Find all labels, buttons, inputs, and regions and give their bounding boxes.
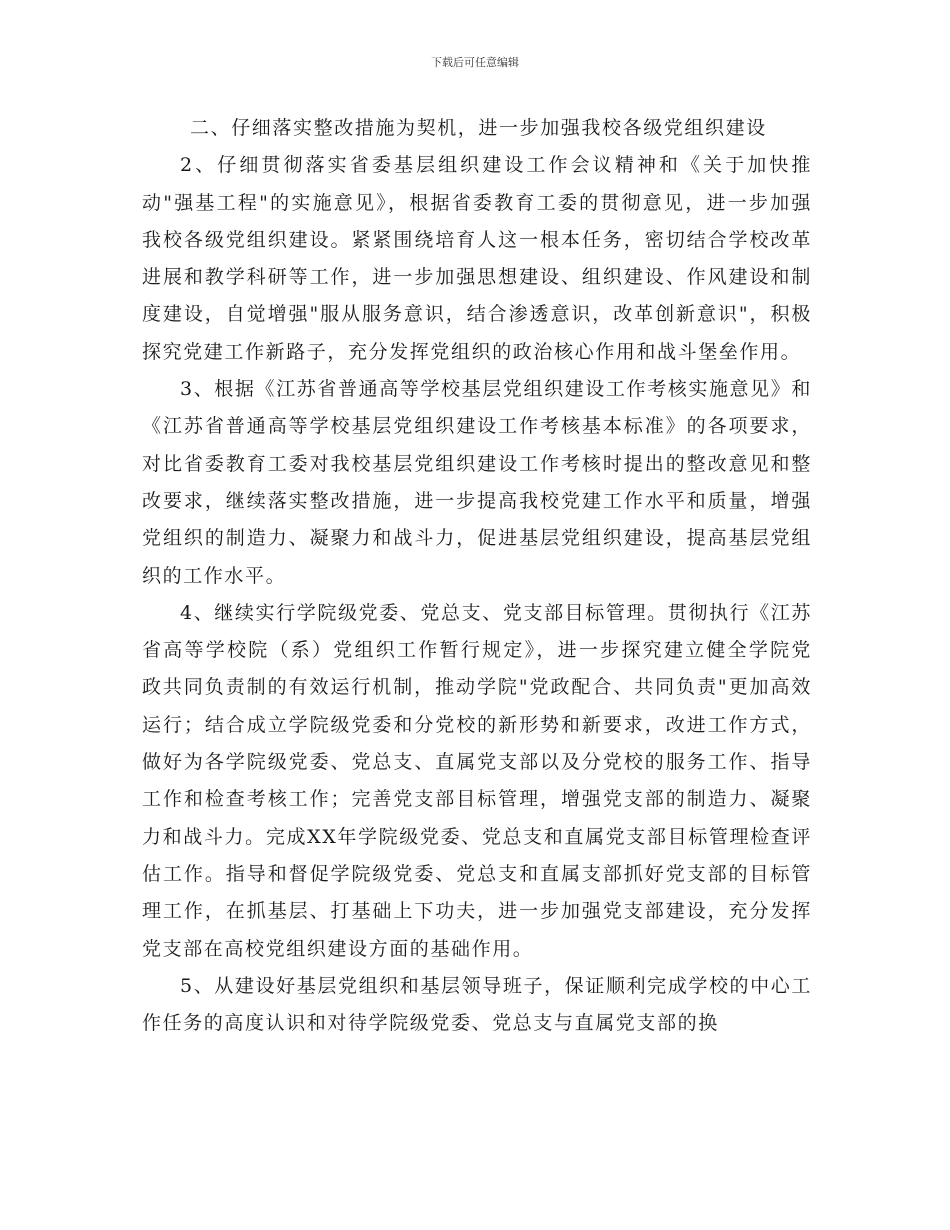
paragraph-item-5: 5、从建设好基层党组织和基层领导班子，保证顺利完成学校的中心工作任务的高度认识和对待学院级党委、党总支与直属党支部的换 <box>142 974 812 1035</box>
document-body <box>142 110 812 1042</box>
paragraph-item-4: 4、继续实行学院级党委、党总支、党支部目标管理。贯彻执行《江苏省高等学校院（系）党组织工作暂行规定》，进一步探究建立健全学院党政共同负责制的有效运行机制，推动学院"党政配合、共同负责"更加高效运行；结合成立学院级党委和分党校的新形势和新要求，改进工作方式，做好为各学院级党委、党总支、直属党支部以及分党校的服务工作、指导工作和检查考核工作；完善党支部目标管理，增强党支部的制造力、凝聚力和战斗力。完成XX年学院级党委、党总支和直属党支部目标管理检查评估工作。指导和督促学院级党委、党总支和直属支部抓好党支部的目标管理工作，在抓基层、打基础上下功夫，进一步加强党支部建设，充分发挥党支部在高校党组织建设方面的基础作用。 <box>142 601 812 960</box>
paragraph-item-3: 3、根据《江苏省普通高等学校基层党组织建设工作考核实施意见》和《江苏省普通高等学校基层党组织建设工作考核基本标准》的各项要求，对比省委教育工委对我校基层党组织建设工作考核时提出的整改意见和整改要求，继续落实整改措施，进一步提高我校党建工作水平和质量，增强党组织的制造力、凝聚力和战斗力，促进基层党组织建设，提高基层党组织的工作水平。 <box>142 378 812 587</box>
page-header-note: 下载后可任意编辑 <box>431 56 519 69</box>
paragraph-item-2: 2、仔细贯彻落实省委基层组织建设工作会议精神和《关于加快推动"强基工程"的实施意见》，根据省委教育工委的贯彻意见，进一步加强我校各级党组织建设。紧紧围绕培育人这一根本任务，密切结合学校改革进展和教学科研等工作，进一步加强思想建设、组织建设、作风建设和制度建设，自觉增强"服从服务意识，结合渗透意识，改革创新意识"，积极探究党建工作新路子，充分发挥党组织的政治核心作用和战斗堡垒作用。 <box>142 154 812 363</box>
section-heading: 二、仔细落实整改措施为契机，进一步加强我校各级党组织建设 <box>190 117 767 139</box>
